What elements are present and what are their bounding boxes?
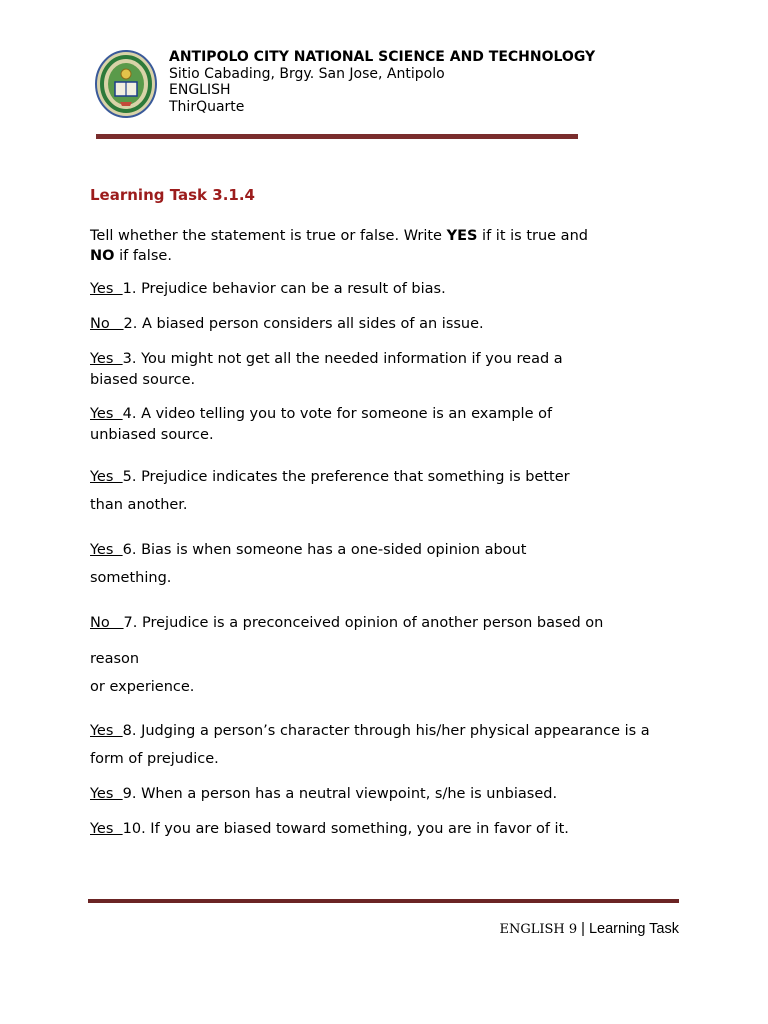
statement-line (90, 532, 690, 568)
statement-line (90, 819, 690, 840)
statement-item (90, 784, 690, 805)
quarter-label: ThirQuarte (169, 98, 245, 115)
statement-text: 4. A video telling you to vote for someone is an example of (122, 406, 553, 422)
instructions-line-1: Tell whether the statement is true or false. Write YES if it is true and (90, 228, 588, 244)
statement-continuation (90, 370, 690, 391)
statement-line (90, 404, 690, 425)
answer-blank: Yes (90, 821, 123, 837)
statement-item (90, 532, 690, 589)
school-address: Sitio Cabading, Brgy. San Jose, Antipolo (169, 65, 445, 82)
statement-text: 10. If you are biased toward something, you are in favor of it. (122, 821, 569, 837)
instructions-line-2: NO if false. (90, 248, 172, 264)
footer-separator: | (577, 921, 589, 937)
statement-text: than another. (90, 497, 188, 513)
statement-item (90, 459, 690, 516)
page-footer (499, 921, 679, 937)
school-seal-logo (95, 50, 157, 118)
statement-text: unbiased source. (90, 427, 214, 443)
footer-divider (88, 899, 679, 903)
statement-item (90, 713, 690, 770)
instructions (90, 226, 690, 266)
statement-line (90, 314, 690, 335)
no-keyword: NO (90, 248, 115, 264)
statement-item (90, 819, 690, 840)
statement-continuation (90, 641, 690, 677)
statement-text: 7. Prejudice is a preconceived opinion of another person based on (123, 615, 604, 631)
statement-text: biased source. (90, 372, 196, 388)
task-title: Learning Task 3.1.4 (90, 186, 255, 204)
statement-text: or experience. (90, 679, 195, 695)
answer-blank: Yes (90, 469, 123, 485)
statement-continuation (90, 568, 690, 589)
statement-continuation (90, 425, 690, 446)
statement-item (90, 404, 690, 446)
task-content (90, 226, 690, 840)
statement-text: 3. You might not get all the needed information if you read a (122, 351, 563, 367)
answer-blank: Yes (90, 723, 123, 739)
statement-text: 2. A biased person considers all sides of an issue. (123, 316, 484, 332)
statement-continuation (90, 677, 690, 698)
statement-line (90, 713, 690, 749)
answer-blank: No (90, 615, 124, 631)
answer-blank: Yes (90, 786, 123, 802)
statement-item (90, 349, 690, 391)
statement-line (90, 459, 690, 495)
answer-blank: Yes (90, 351, 123, 367)
statement-text: reason (90, 651, 140, 667)
statement-text: 9. When a person has a neutral viewpoint, s/he is unbiased. (122, 786, 558, 802)
statement-list (90, 279, 690, 840)
yes-keyword: YES (446, 228, 478, 244)
school-header (169, 49, 595, 115)
statement-continuation (90, 495, 690, 516)
statement-text: 8. Judging a person’s character through his/her physical appearance is a (122, 723, 650, 739)
statement-line (90, 279, 690, 300)
statement-item (90, 605, 690, 698)
statement-item (90, 314, 690, 335)
footer-label: Learning Task (588, 921, 679, 937)
subject-label: ENGLISH (169, 82, 231, 98)
answer-blank: Yes (90, 406, 123, 422)
statement-text: 6. Bias is when someone has a one-sided opinion about (122, 542, 527, 558)
footer-subject: ENGLISH 9 (499, 922, 578, 937)
header-divider (96, 134, 578, 139)
statement-text: 5. Prejudice indicates the preference that something is better (122, 469, 570, 485)
statement-text: something. (90, 570, 172, 586)
statement-item (90, 279, 690, 300)
answer-blank: Yes (90, 542, 123, 558)
statement-text: 1. Prejudice behavior can be a result of bias. (122, 281, 446, 297)
statement-line (90, 349, 690, 370)
statement-continuation (90, 749, 690, 770)
statement-text: form of prejudice. (90, 751, 219, 767)
statement-line (90, 784, 690, 805)
statement-line (90, 605, 690, 641)
answer-blank: No (90, 316, 124, 332)
answer-blank: Yes (90, 281, 123, 297)
school-name: ANTIPOLO CITY NATIONAL SCIENCE AND TECHNOLOGY (169, 49, 596, 65)
